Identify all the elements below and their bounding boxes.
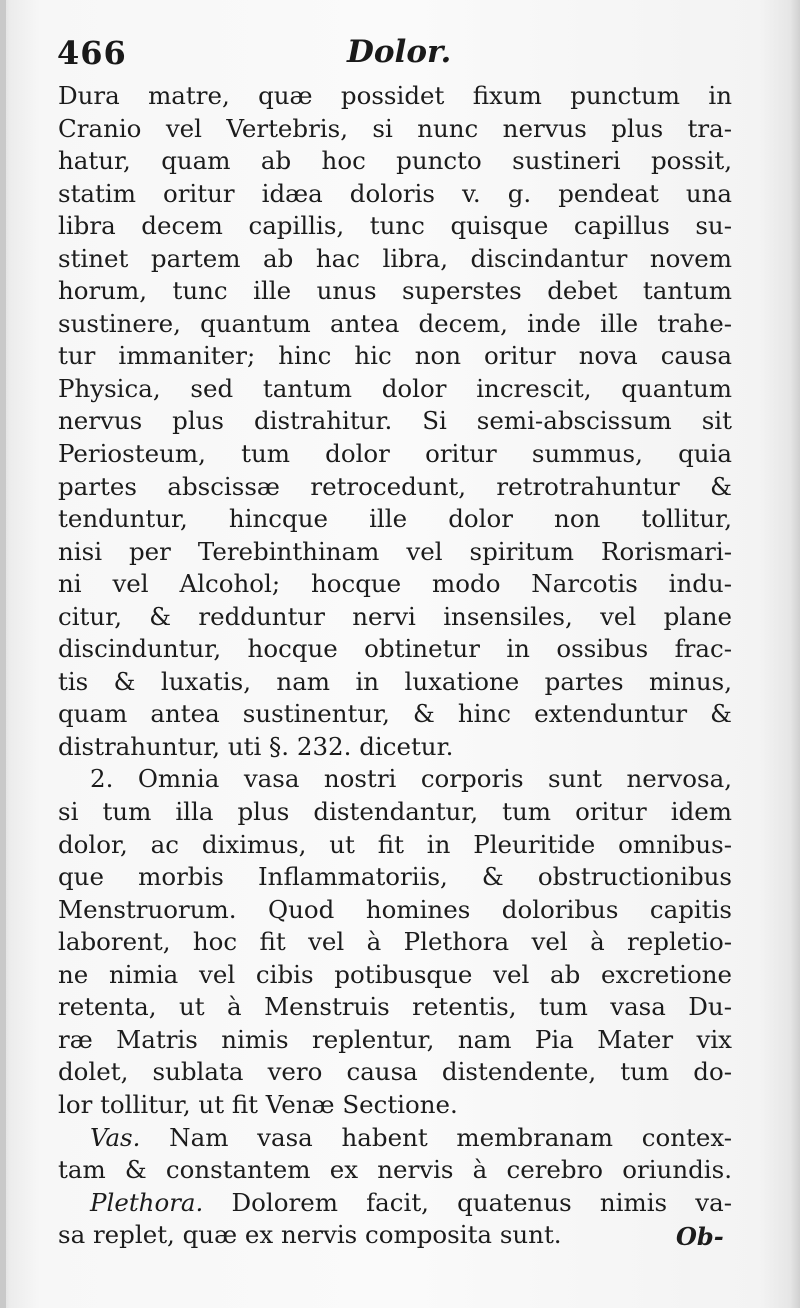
text-line-plethora xyxy=(58,1187,732,1220)
text-line: ne nimia vel cibis potibusque vel ab excretione xyxy=(58,959,732,989)
text-line: Physica, sed tantum dolor increscit, quantum xyxy=(58,373,732,403)
text-line: nisi per Terebinthinam vel spiritum Rorismari- xyxy=(58,536,732,566)
text-line: citur, & redduntur nervi insensiles, vel plane xyxy=(58,601,732,631)
page-header xyxy=(57,28,737,78)
text-line: Menstruorum. Quod homines doloribus capitis xyxy=(58,894,732,924)
text-line: dolet, sublata vero causa distendente, tum do- xyxy=(58,1057,732,1087)
running-head: Dolor. xyxy=(347,34,452,70)
text-line: partes abscissæ retrocedunt, retrotrahuntur & xyxy=(58,471,732,501)
text-line: horum, tunc ille unus superstes debet tantum xyxy=(58,276,732,306)
text-line: statim oritur idæa doloris v. g. pendeat una xyxy=(58,178,732,208)
text-line: lor tollitur, ut fit Venæ Sectione. xyxy=(58,1089,458,1119)
body-text xyxy=(58,80,732,1252)
text-line: stinet partem ab hac libra, discindantur novem xyxy=(58,243,732,273)
text-line: ni vel Alcohol; hocque modo Narcotis indu- xyxy=(58,569,732,599)
text-line: laborent, hoc fit vel à Plethora vel à repletio- xyxy=(58,927,732,957)
text-line: Cranio vel Vertebris, si nunc nervus plus tra- xyxy=(58,113,732,143)
text-line: tis & luxatis, nam in luxatione partes minus, xyxy=(58,666,732,696)
text-line: si tum illa plus distendantur, tum oritur idem xyxy=(58,797,732,827)
vas-label: Vas. xyxy=(90,1122,141,1152)
text-line: hatur, quam ab hoc puncto sustineri possit, xyxy=(58,146,732,176)
page-gutter-shadow xyxy=(0,0,6,1308)
text-line: nervus plus distrahitur. Si semi-abscissum sit xyxy=(58,406,732,436)
text-line: 2. Omnia vasa nostri corporis sunt nervosa, xyxy=(90,764,732,794)
text-line: quam antea sustinentur, & hinc extenduntur & xyxy=(58,699,732,729)
catchword: Ob- xyxy=(676,1222,724,1251)
text-line: discinduntur, hocque obtinetur in ossibus frac- xyxy=(58,634,732,664)
text-line: ræ Matris nimis replentur, nam Pia Mater vix xyxy=(58,1024,732,1054)
text-line: tam & constantem ex nervis à cerebro oriundis. xyxy=(58,1155,732,1185)
text-line: sustinere, quantum antea decem, inde ille trahe- xyxy=(58,308,732,338)
page-number: 466 xyxy=(57,34,127,72)
text-line: tur immaniter; hinc hic non oritur nova causa xyxy=(58,341,732,371)
text-line: distrahuntur, uti §. 232. dicetur. xyxy=(58,731,454,761)
text-line: tenduntur, hincque ille dolor non tollitur, xyxy=(58,504,732,534)
text-line: dolor, ac diximus, ut fit in Pleuritide omnibus- xyxy=(58,829,732,859)
plethora-text: Dolorem facit, quatenus nimis va- xyxy=(231,1187,733,1217)
text-line: que morbis Inflammatoriis, & obstructionibus xyxy=(58,862,732,892)
text-line: Dura matre, quæ possidet fixum punctum in xyxy=(58,81,732,110)
text-line: sa replet, quæ ex nervis composita sunt. xyxy=(58,1220,562,1250)
text-line: retenta, ut à Menstruis retentis, tum vasa Du- xyxy=(58,992,732,1022)
text-line: libra decem capillis, tunc quisque capillus su- xyxy=(58,211,732,241)
plethora-label: Plethora. xyxy=(90,1187,204,1217)
text-line: Periosteum, tum dolor oritur summus, quia xyxy=(58,439,732,469)
text-line-vas xyxy=(58,1122,732,1155)
vas-text: Nam vasa habent membranam contex- xyxy=(169,1122,732,1152)
